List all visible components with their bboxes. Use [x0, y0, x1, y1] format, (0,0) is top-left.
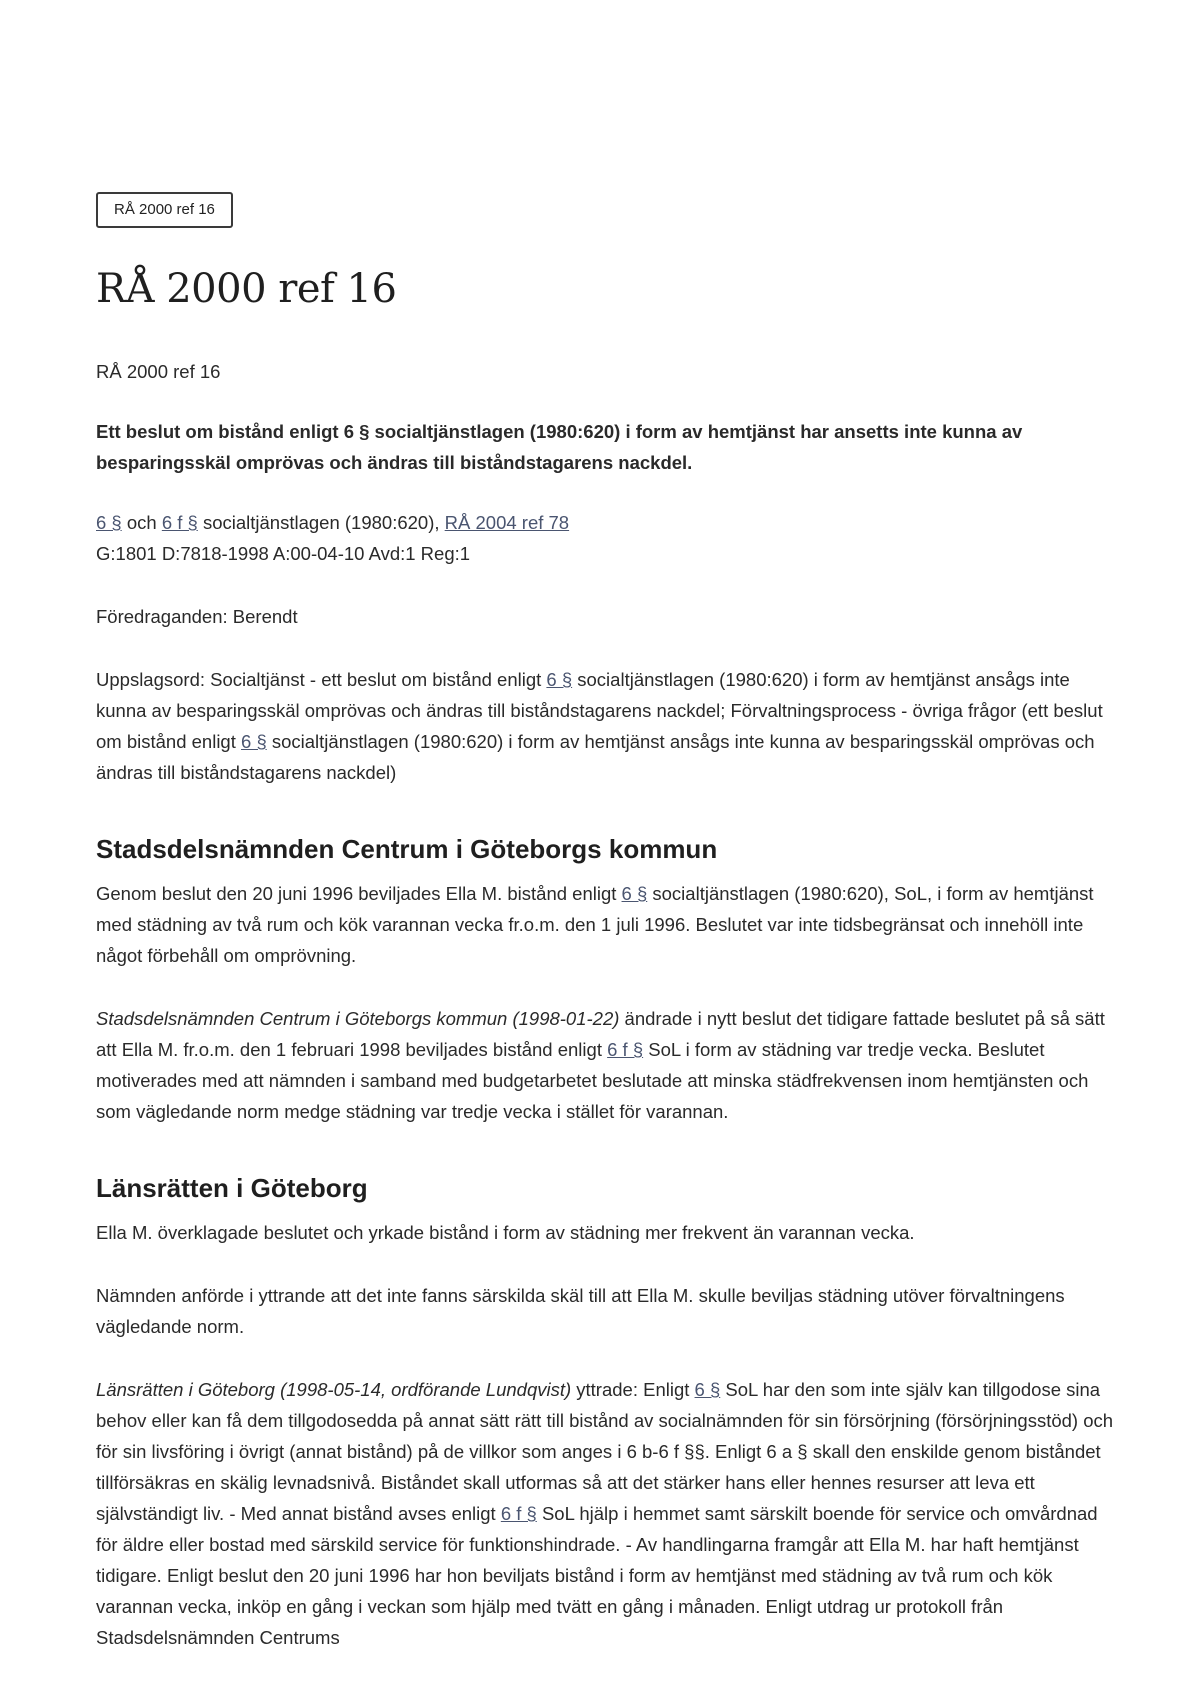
- law-link-6f[interactable]: 6 f §: [607, 1039, 644, 1060]
- uppslagsord-text: socialtjänstlagen (1980:620) i form av hemtjänst ansågs inte kunna av besparingsskäl omprövas och ändras till biståndstagarens nackdel): [96, 731, 1095, 783]
- law-link-6[interactable]: 6 §: [241, 731, 267, 752]
- section2-paragraph: Nämnden anförde i yttrande att det inte fanns särskilda skäl till att Ella M. skulle beviljas städning utöver förvaltningens vägledande norm.: [96, 1285, 1065, 1337]
- refs-text: socialtjänstlagen (1980:620),: [197, 512, 445, 533]
- uppslagsord: [96, 664, 1116, 788]
- authority-citation: Länsrätten i Göteborg (1998-05-14, ordförande Lundqvist): [96, 1379, 572, 1400]
- page-title: RÅ 2000 ref 16: [96, 266, 397, 312]
- law-link-6f[interactable]: 6 f §: [161, 512, 198, 533]
- paragraph-text: SoL har den som inte själv kan tillgodose sina behov eller kan få dem tillgodosedda på annat sätt rätt till bistånd av socialnämnden för sin försörjning (försörjningsstöd) och för sin livsföring i övrigt (annat bistånd) på de villkor som anges i 6 b-6 f §§. Enligt 6 a § skall den enskilde genom biståndet tillförsäkras en skälig levnadsnivå. Biståndet skall utformas så att det stärker hans eller hennes resurser att leva ett självständigt liv. - Med annat bistånd avses enligt: [96, 1379, 1114, 1524]
- paragraph-text: socialtjänstlagen (1980:620), SoL, i form av hemtjänst med städning av två rum och kök varannan vecka fr.o.m. den 1 juli 1996. Beslutet var inte tidsbegränsat och innehöll inte något förbehåll om omprövning.: [96, 883, 1094, 966]
- section-heading-stadsdelsnamnden: Stadsdelsnämnden Centrum i Göteborgs kommun: [96, 834, 718, 864]
- paragraph-text: ändrade i nytt beslut det tidigare fattade beslutet på så sätt att Ella M. fr.o.m. den 1 februari 1998 beviljades bistånd enligt: [96, 1008, 1105, 1060]
- legal-references: [96, 507, 1116, 569]
- law-link-6[interactable]: 6 §: [621, 883, 648, 904]
- paragraph-text: yttrade: Enligt: [571, 1379, 695, 1400]
- refs-text: och: [121, 512, 162, 533]
- section2-paragraph: [96, 1374, 1116, 1653]
- document-content: [96, 192, 1116, 1653]
- law-link-6[interactable]: 6 §: [96, 512, 122, 533]
- foredragande: Föredraganden: Berendt: [96, 606, 298, 627]
- law-link-6[interactable]: 6 §: [694, 1379, 721, 1400]
- law-link-6f[interactable]: 6 f §: [500, 1503, 537, 1524]
- case-reference: RÅ 2000 ref 16: [96, 361, 221, 382]
- section-heading-lansratten: Länsrätten i Göteborg: [96, 1173, 368, 1203]
- section1-paragraph: [96, 1003, 1116, 1127]
- section1-paragraph: [96, 878, 1116, 971]
- case-summary: Ett beslut om bistånd enligt 6 § socialtjänstlagen (1980:620) i form av hemtjänst har ansetts inte kunna av besparingsskäl omprövas och ändras till biståndstagarens nackdel.: [96, 421, 1023, 473]
- paragraph-text: Genom beslut den 20 juni 1996 beviljades Ella M. bistånd enligt: [96, 883, 622, 904]
- paragraph-text: SoL hjälp i hemmet samt särskilt boende för service och omvårdnad för äldre eller bostad med särskild service för funktionshindrade. - Av handlingarna framgår att Ella M. har haft hemtjänst tidigare. Enligt beslut den 20 juni 1996 har hon beviljats bistånd i form av hemtjänst med städning av två rum och kök varannan vecka, inköp en gång i veckan som hjälp med tvätt en gång i månaden. Enligt utdrag ur protokoll från Stadsdelsnämnden Centrums: [96, 1503, 1098, 1648]
- uppslagsord-text: Uppslagsord: Socialtjänst - ett beslut om bistånd enligt: [96, 669, 547, 690]
- authority-citation: Stadsdelsnämnden Centrum i Göteborgs kommun (1998-01-22): [96, 1008, 620, 1029]
- uppslagsord-text: socialtjänstlagen (1980:620) i form av hemtjänst ansågs inte kunna av besparingsskäl omprövas och ändras till biståndstagarens nackdel; Förvaltningsprocess - övriga frågor (ett beslut om bistånd enligt: [96, 669, 1103, 752]
- case-metadata: G:1801 D:7818-1998 A:00-04-10 Avd:1 Reg:1: [96, 543, 471, 564]
- case-link-ra-2004-ref-78[interactable]: RÅ 2004 ref 78: [444, 512, 570, 533]
- section2-paragraph: Ella M. överklagade beslutet och yrkade bistånd i form av städning mer frekvent än varannan vecka.: [96, 1222, 915, 1243]
- paragraph-text: SoL i form av städning var tredje vecka. Beslutet motiverades med att nämnden i samband med budgetarbetet beslutade att minska städfrekvensen inom hemtjänsten och som vägledande norm medge städning var tredje vecka i stället för varannan.: [96, 1039, 1089, 1122]
- law-link-6[interactable]: 6 §: [546, 669, 573, 690]
- reference-badge: RÅ 2000 ref 16: [96, 192, 233, 228]
